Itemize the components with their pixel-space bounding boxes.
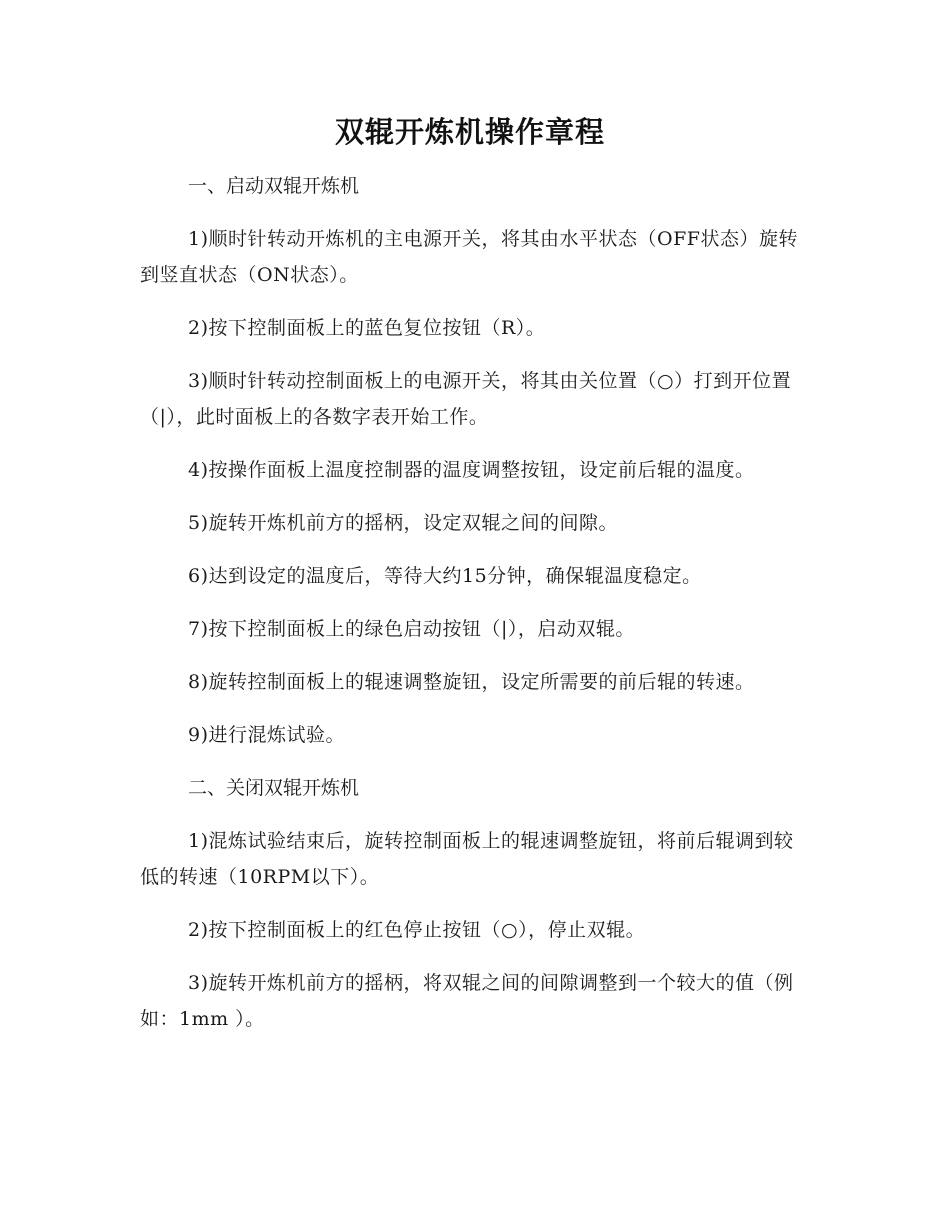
shutdown-step-1: 1)混炼试验结束后，旋转控制面板上的辊速调整旋钮，将前后辊调到较低的转速（10RPM以下）。 [140, 830, 794, 888]
shutdown-step-3: 3)旋转开炼机前方的摇柄，将双辊之间的间隙调整到一个较大的值（例如：1mm ）。 [140, 972, 794, 1030]
start-step-5: 5)旋转开炼机前方的摇柄，设定双辊之间的间隙。 [188, 512, 619, 534]
start-step-8: 8)旋转控制面板上的辊速调整旋钮，设定所需要的前后辊的转速。 [188, 671, 755, 693]
start-step-9: 9)进行混炼试验。 [188, 724, 346, 746]
start-step-2: 2)按下控制面板上的蓝色复位按钮（R）。 [188, 317, 546, 339]
shutdown-step-2: 2)按下控制面板上的红色停止按钮（○），停止双辊。 [188, 919, 646, 941]
document-title: 双辊开炼机操作章程 [334, 115, 605, 149]
start-step-4: 4)按操作面板上温度控制器的温度调整按钮，设定前后辊的温度。 [188, 459, 755, 481]
section-heading-start: 一、启动双辊开炼机 [188, 175, 360, 197]
start-step-1: 1)顺时针转动开炼机的主电源开关，将其由水平状态（OFF状态）旋转到竖直状态（ON状态）。 [140, 228, 798, 286]
start-step-3: 3)顺时针转动控制面板上的电源开关，将其由关位置（○）打到开位置（|），此时面板上的各数字表开始工作。 [140, 370, 792, 428]
start-step-6: 6)达到设定的温度后，等待大约15分钟，确保辊温度稳定。 [188, 565, 702, 587]
section-heading-shutdown: 二、关闭双辊开炼机 [188, 777, 360, 799]
section-shutdown [140, 770, 800, 1037]
section-start [140, 168, 800, 753]
start-step-7: 7)按下控制面板上的绿色启动按钮（|），启动双辊。 [188, 618, 635, 640]
